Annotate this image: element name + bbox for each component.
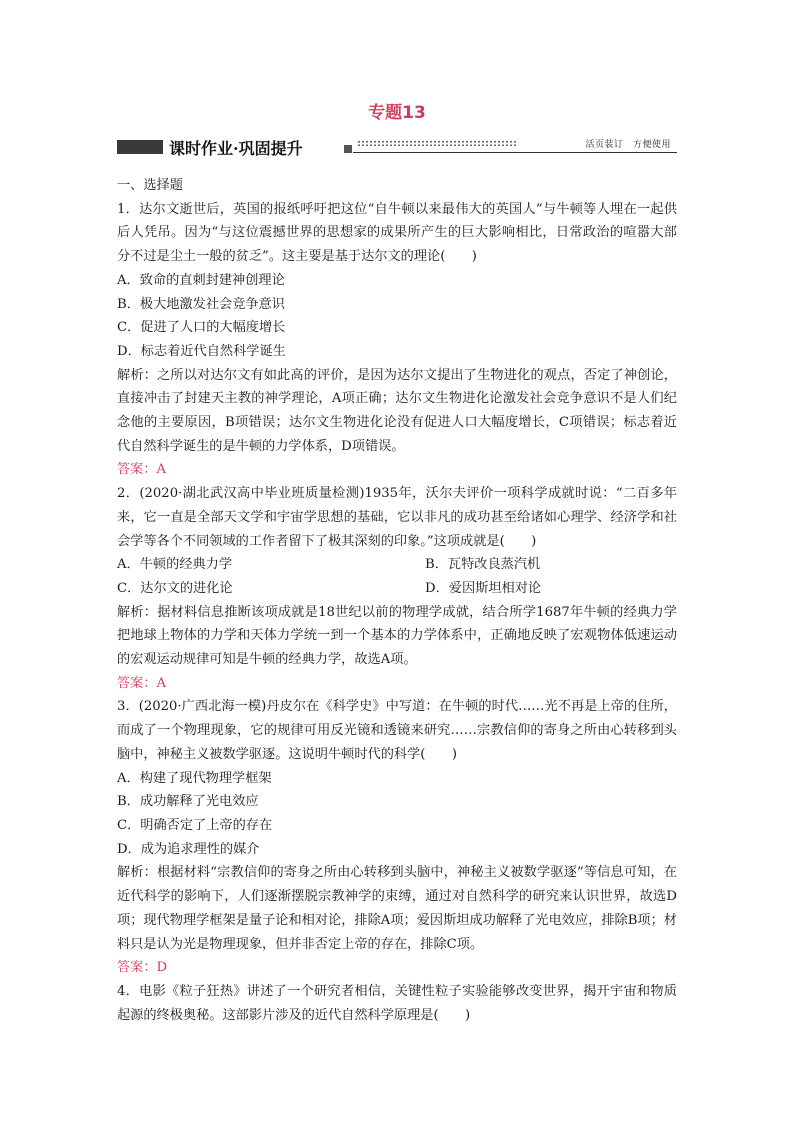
q1-option-c: C．促进了人口的大幅度增长 bbox=[117, 320, 286, 336]
q2-option-c: C．达尔文的进化论 bbox=[117, 580, 233, 596]
q1-option-b: B．极大地激发社会竞争意识 bbox=[117, 296, 285, 312]
banner-square bbox=[344, 145, 352, 153]
question-3: 3．(2020·广西北海一模)丹皮尔在《科学史》中写道：在牛顿的时代……光不再是上帝的住所，而成了一个物理现象，它的规律可用反光镜和透镜来研究……宗教信仰的寄身之所由心转移到头脑中，神秘主义被数学驱逐。这说明牛顿时代的科学( ) bbox=[117, 699, 677, 762]
q1-analysis: 解析：之所以对达尔文有如此高的评价，是因为达尔文提出了生物进化的观点，否定了神创论，直接冲击了封建天主教的神学理论，A项正确；达尔文生物进化论激发社会竞争意识不是人们纪念他的主要原因，B项错误；达尔文生物进化论没有促进人口大幅度增长，C项错误；标志着近代自然科学诞生的是牛顿的力学体系，D项错误。 bbox=[117, 367, 677, 454]
banner-title: 课时作业·巩固提升 bbox=[169, 139, 303, 158]
content bbox=[117, 174, 677, 1027]
q3-option-b: B．成功解释了光电效应 bbox=[117, 794, 259, 810]
q2-option-a: A．牛顿的经典力学 bbox=[117, 557, 233, 573]
banner-rule bbox=[353, 152, 677, 153]
q2-answer: 答案：A bbox=[117, 675, 167, 691]
q2-options-row-1 bbox=[117, 553, 677, 577]
banner-dots bbox=[357, 140, 517, 147]
q2-analysis: 解析：据材料信息推断该项成就是18世纪以前的物理学成就，结合所学1687年牛顿的经典力学把地球上物体的力学和天体力学统一到一个基本的力学体系中，正确地反映了宏观物体低速运动的宏观运动规律可知是牛顿的经典力学，故选A项。 bbox=[117, 604, 677, 668]
q1-option-d: D．标志着近代自然科学诞生 bbox=[117, 343, 286, 359]
q3-answer: 答案：D bbox=[117, 960, 168, 976]
q2-option-b: B．瓦特改良蒸汽机 bbox=[425, 557, 541, 573]
q1-answer: 答案：A bbox=[117, 462, 167, 478]
q3-option-d: D．成为追求理性的媒介 bbox=[117, 841, 260, 857]
q2-option-d: D．爱因斯坦相对论 bbox=[425, 580, 542, 596]
banner-block bbox=[117, 140, 163, 154]
q3-option-c: C．明确否定了上帝的存在 bbox=[117, 817, 273, 833]
banner-note: 活页装订 方便使用 bbox=[585, 140, 671, 150]
page-title: 专题13 bbox=[368, 103, 426, 123]
section-banner bbox=[117, 136, 677, 158]
q3-analysis: 解析：根据材料“宗教信仰的寄身之所由心转移到头脑中，神秘主义被数学驱逐”等信息可知，在近代科学的影响下，人们逐渐摆脱宗教神学的束缚，通过对自然科学的研究来认识世界，故选D项；现代物理学框架是量子论和相对论，排除A项；爱因斯坦成功解释了光电效应，排除B项；材料只是认为光是物理现象，但并非否定上帝的存在，排除C项。 bbox=[117, 865, 677, 952]
question-4: 4．电影《粒子狂热》讲述了一个研究者相信，关键性粒子实验能够改变世界，揭开宇宙和物质起源的终极奥秘。这部影片涉及的近代自然科学原理是( ) bbox=[117, 983, 677, 1023]
section-heading: 一、选择题 bbox=[117, 178, 183, 193]
question-1: 1．达尔文逝世后，英国的报纸呼吁把这位“自牛顿以来最伟大的英国人”与牛顿等人埋在一起供后人凭吊。因为“与这位震撼世界的思想家的成果所产生的巨大影响相比，日常政治的喧嚣大部分不过是尘土一般的贫乏”。这主要是基于达尔文的理论( ) bbox=[117, 201, 677, 265]
q2-options-row-2 bbox=[117, 577, 677, 601]
q3-option-a: A．构建了现代物理学框架 bbox=[117, 770, 272, 786]
question-2: 2．(2020·湖北武汉高中毕业班质量检测)1935年，沃尔夫评价一项科学成就时说：“二百多年来，它一直是全部天文学和宇宙学思想的基础，它以非凡的成功甚至给诸如心理学、经济学和社会学等各个不同领域的工作者留下了极其深刻的印象。”这项成就是( ) bbox=[117, 486, 677, 549]
q1-option-a: A．致命的直刺封建神创理论 bbox=[117, 272, 285, 288]
